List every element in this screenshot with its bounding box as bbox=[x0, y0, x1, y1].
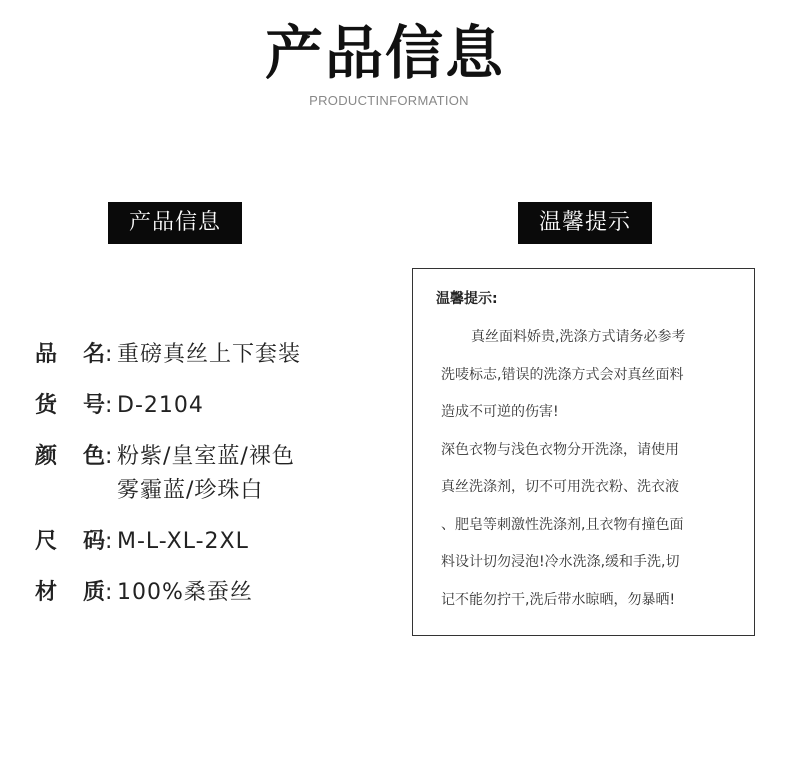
info-value bbox=[117, 440, 395, 508]
tips-box bbox=[412, 268, 755, 636]
tips-badge: 温馨提示 bbox=[518, 202, 652, 244]
tips-line: 洗唛标志,错误的洗涤方式会对真丝面料 bbox=[441, 366, 684, 383]
info-value: 重磅真丝上下套装 bbox=[117, 342, 302, 367]
info-value: 100%桑蚕丝 bbox=[117, 580, 253, 605]
info-label-char: 颜 bbox=[35, 444, 58, 469]
info-label bbox=[35, 576, 105, 610]
info-label-char: 号 bbox=[82, 393, 105, 418]
tips-line: 记不能勿拧干,洗后带水晾晒，勿暴晒! bbox=[441, 591, 676, 608]
info-label bbox=[35, 389, 105, 423]
info-label-char: 质 bbox=[82, 580, 105, 605]
info-label-char: 码 bbox=[82, 529, 105, 554]
page-subtitle: PRODUCTINFORMATION bbox=[309, 93, 469, 108]
info-colon: : bbox=[105, 529, 113, 554]
info-row-sku bbox=[35, 389, 395, 423]
info-label bbox=[35, 440, 105, 474]
tips-line: 料设计切勿浸泡!冷水洗涤,缓和手洗,切 bbox=[441, 554, 680, 570]
info-colon: : bbox=[105, 580, 113, 605]
info-value: M-L-XL-2XL bbox=[117, 529, 249, 554]
product-info-badge: 产品信息 bbox=[108, 202, 242, 244]
info-label-char: 货 bbox=[35, 393, 58, 418]
product-info-list bbox=[35, 338, 395, 610]
tips-body bbox=[441, 319, 741, 619]
info-row-name bbox=[35, 338, 395, 372]
info-label-char: 名 bbox=[82, 342, 105, 367]
info-row-size bbox=[35, 525, 395, 559]
page-title: 产品信息 bbox=[264, 19, 505, 87]
info-label-char: 尺 bbox=[35, 529, 58, 554]
tips-heading: 温馨提示: bbox=[436, 291, 498, 307]
info-colon: : bbox=[105, 342, 113, 367]
info-value-line: 雾霾蓝/珍珠白 bbox=[117, 478, 264, 503]
info-label bbox=[35, 338, 105, 372]
info-label-char: 品 bbox=[35, 342, 58, 367]
tips-line: 真丝面料娇贵,洗涤方式请务必参考 bbox=[471, 329, 686, 345]
info-label-char: 材 bbox=[35, 580, 58, 605]
info-colon: : bbox=[105, 393, 113, 418]
info-value: D-2104 bbox=[117, 393, 204, 418]
info-row-color bbox=[35, 440, 395, 508]
tips-line: 深色衣物与浅色衣物分开洗涤，请使用 bbox=[441, 441, 679, 458]
tips-line: 造成不可逆的伤害! bbox=[441, 404, 559, 420]
info-value-line: 粉紫/皇室蓝/裸色 bbox=[117, 444, 295, 469]
info-colon: : bbox=[105, 444, 113, 469]
info-row-material bbox=[35, 576, 395, 610]
tips-line: 、肥皂等刺激性洗涤剂,且衣物有撞色面 bbox=[441, 516, 684, 533]
tips-line: 真丝洗涤剂，切不可用洗衣粉、洗衣液 bbox=[441, 479, 679, 495]
info-label-char: 色 bbox=[82, 444, 105, 469]
info-label bbox=[35, 525, 105, 559]
